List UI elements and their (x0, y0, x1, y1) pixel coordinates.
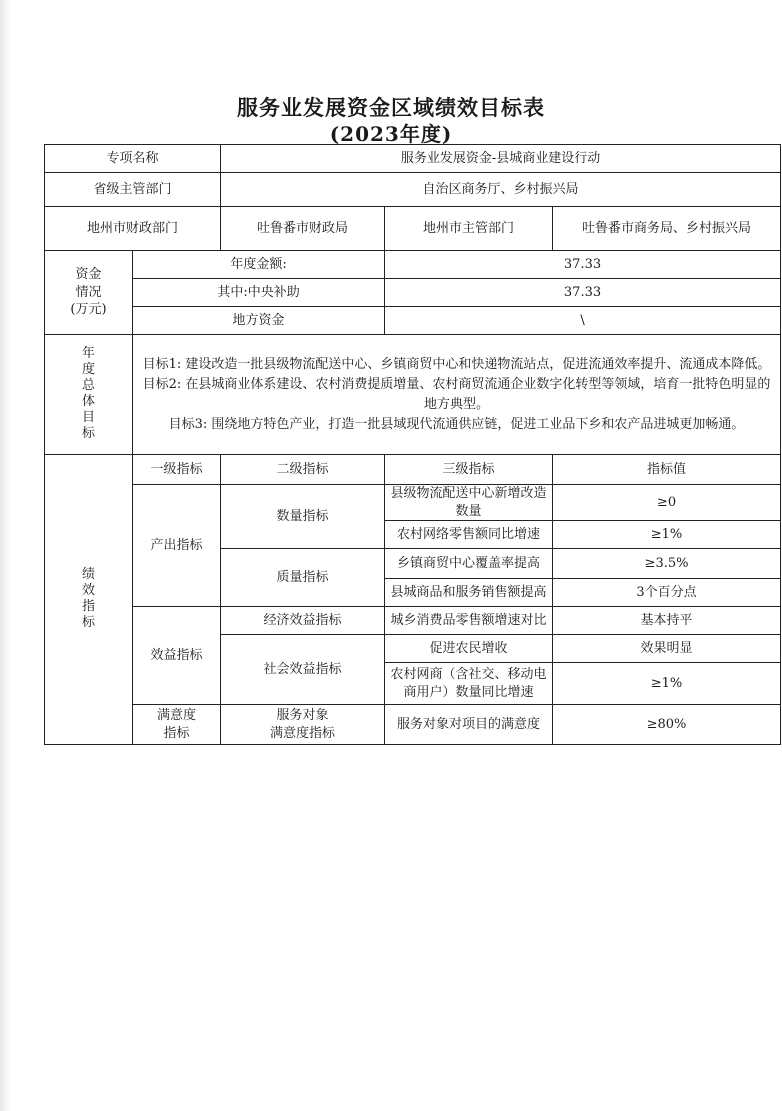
level3-cell: 乡镇商贸中心覆盖率提高 (385, 549, 553, 579)
goal-1: 目标1: 建设改造一批县级物流配送中心、乡镇商贸中心和快递物流站点，促进流通效率提升、流通成本降低。 (142, 356, 771, 372)
annual-goal-char: 总 (81, 378, 95, 394)
value-cell: ≥1% (553, 521, 781, 549)
table-row (45, 705, 781, 745)
performance-target-table (44, 144, 781, 745)
value-cell: ≥0 (553, 485, 781, 521)
value-cell: ≥3.5% (553, 549, 781, 579)
perf-indicators-label (45, 455, 133, 745)
goal-3: 目标3: 围绕地方特色产业，打造一批县域现代流通供应链，促进工业品下乡和农产品进城更加畅通。 (168, 416, 745, 432)
annual-goal-char: 标 (81, 426, 95, 442)
quantity-indicator-label: 数量指标 (221, 485, 385, 549)
scan-edge (0, 0, 10, 1111)
provincial-dept-label: 省级主管部门 (45, 173, 221, 207)
document-title: 服务业发展资金区域绩效目标表 (237, 95, 545, 120)
table-row (45, 279, 781, 307)
central-subsidy-label: 其中:中央补助 (133, 279, 385, 307)
table-row (45, 145, 781, 173)
value-cell: ≥80% (553, 705, 781, 745)
city-dept-value: 吐鲁番市商务局、乡村振兴局 (553, 207, 781, 251)
city-finance-label: 地州市财政部门 (45, 207, 221, 251)
value-cell: 3个百分点 (553, 579, 781, 607)
level3-cell: 农村网络零售额同比增速 (385, 521, 553, 549)
table-row (45, 307, 781, 335)
annual-goal-char: 目 (81, 410, 95, 426)
local-funds-label: 地方资金 (133, 307, 385, 335)
perf-label-char: 标 (81, 615, 95, 631)
table-row (45, 455, 781, 485)
benefit-indicator-label: 效益指标 (133, 607, 221, 705)
perf-label-char: 效 (81, 583, 95, 599)
city-dept-label: 地州市主管部门 (385, 207, 553, 251)
table-row (45, 207, 781, 251)
value-cell: 基本持平 (553, 607, 781, 635)
table-row (45, 251, 781, 279)
funds-label-line: 情况 (75, 284, 102, 300)
table-row (45, 173, 781, 207)
social-indicator-label: 社会效益指标 (221, 635, 385, 705)
header-value: 指标值 (553, 455, 781, 485)
value-cell: ≥1% (553, 663, 781, 705)
funds-label (45, 251, 133, 335)
central-subsidy-value: 37.33 (385, 279, 781, 307)
city-finance-value: 吐鲁番市财政局 (221, 207, 385, 251)
perf-label-char: 绩 (81, 567, 95, 583)
satisfaction-indicator-label (133, 705, 221, 745)
annual-goal-char: 度 (81, 362, 95, 378)
project-name-label: 专项名称 (45, 145, 221, 173)
level3-cell: 促进农民增收 (385, 635, 553, 663)
annual-goal-char: 体 (81, 394, 95, 410)
header-level2: 二级指标 (221, 455, 385, 485)
goal-2: 目标2: 在县城商业体系建设、农村消费提质增量、农村商贸流通企业数字化转型等领域，培育一批特色明显的地方典型。 (142, 376, 771, 412)
service-label-line: 服务对象 (276, 708, 329, 724)
perf-label-char: 指 (81, 599, 95, 615)
satisfaction-label-line: 满意度 (157, 708, 197, 724)
quality-indicator-label: 质量指标 (221, 549, 385, 607)
satisfaction-label-line: 指标 (163, 725, 190, 741)
table-row (45, 607, 781, 635)
level3-cell: 县城商品和服务销售额提高 (385, 579, 553, 607)
provincial-dept-value: 自治区商务厅、乡村振兴局 (221, 173, 781, 207)
table-row (45, 485, 781, 521)
level3-cell: 农村网商（含社交、移动电商用户）数量同比增速 (385, 663, 553, 705)
header-level1: 一级指标 (133, 455, 221, 485)
economic-indicator-label: 经济效益指标 (221, 607, 385, 635)
header-level3: 三级指标 (385, 455, 553, 485)
annual-amount-label: 年度金额: (133, 251, 385, 279)
project-name-value: 服务业发展资金-县城商业建设行动 (221, 145, 781, 173)
funds-label-line: (万元) (70, 302, 107, 318)
service-satisfaction-label (221, 705, 385, 745)
output-indicator-label: 产出指标 (133, 485, 221, 607)
annual-goal-label (45, 335, 133, 455)
value-cell: 效果明显 (553, 635, 781, 663)
table-row (45, 335, 781, 455)
annual-goals (133, 335, 781, 455)
level3-cell: 县级物流配送中心新增改造数量 (385, 485, 553, 521)
funds-label-line: 资金 (75, 267, 102, 283)
level3-cell: 服务对象对项目的满意度 (385, 705, 553, 745)
document-subtitle: (2023年度) (329, 122, 453, 146)
annual-amount-value: 37.33 (385, 251, 781, 279)
annual-goal-char: 年 (81, 346, 95, 362)
level3-cell: 城乡消费品零售额增速对比 (385, 607, 553, 635)
service-label-line: 满意度指标 (270, 725, 336, 741)
local-funds-value: \ (385, 307, 781, 335)
